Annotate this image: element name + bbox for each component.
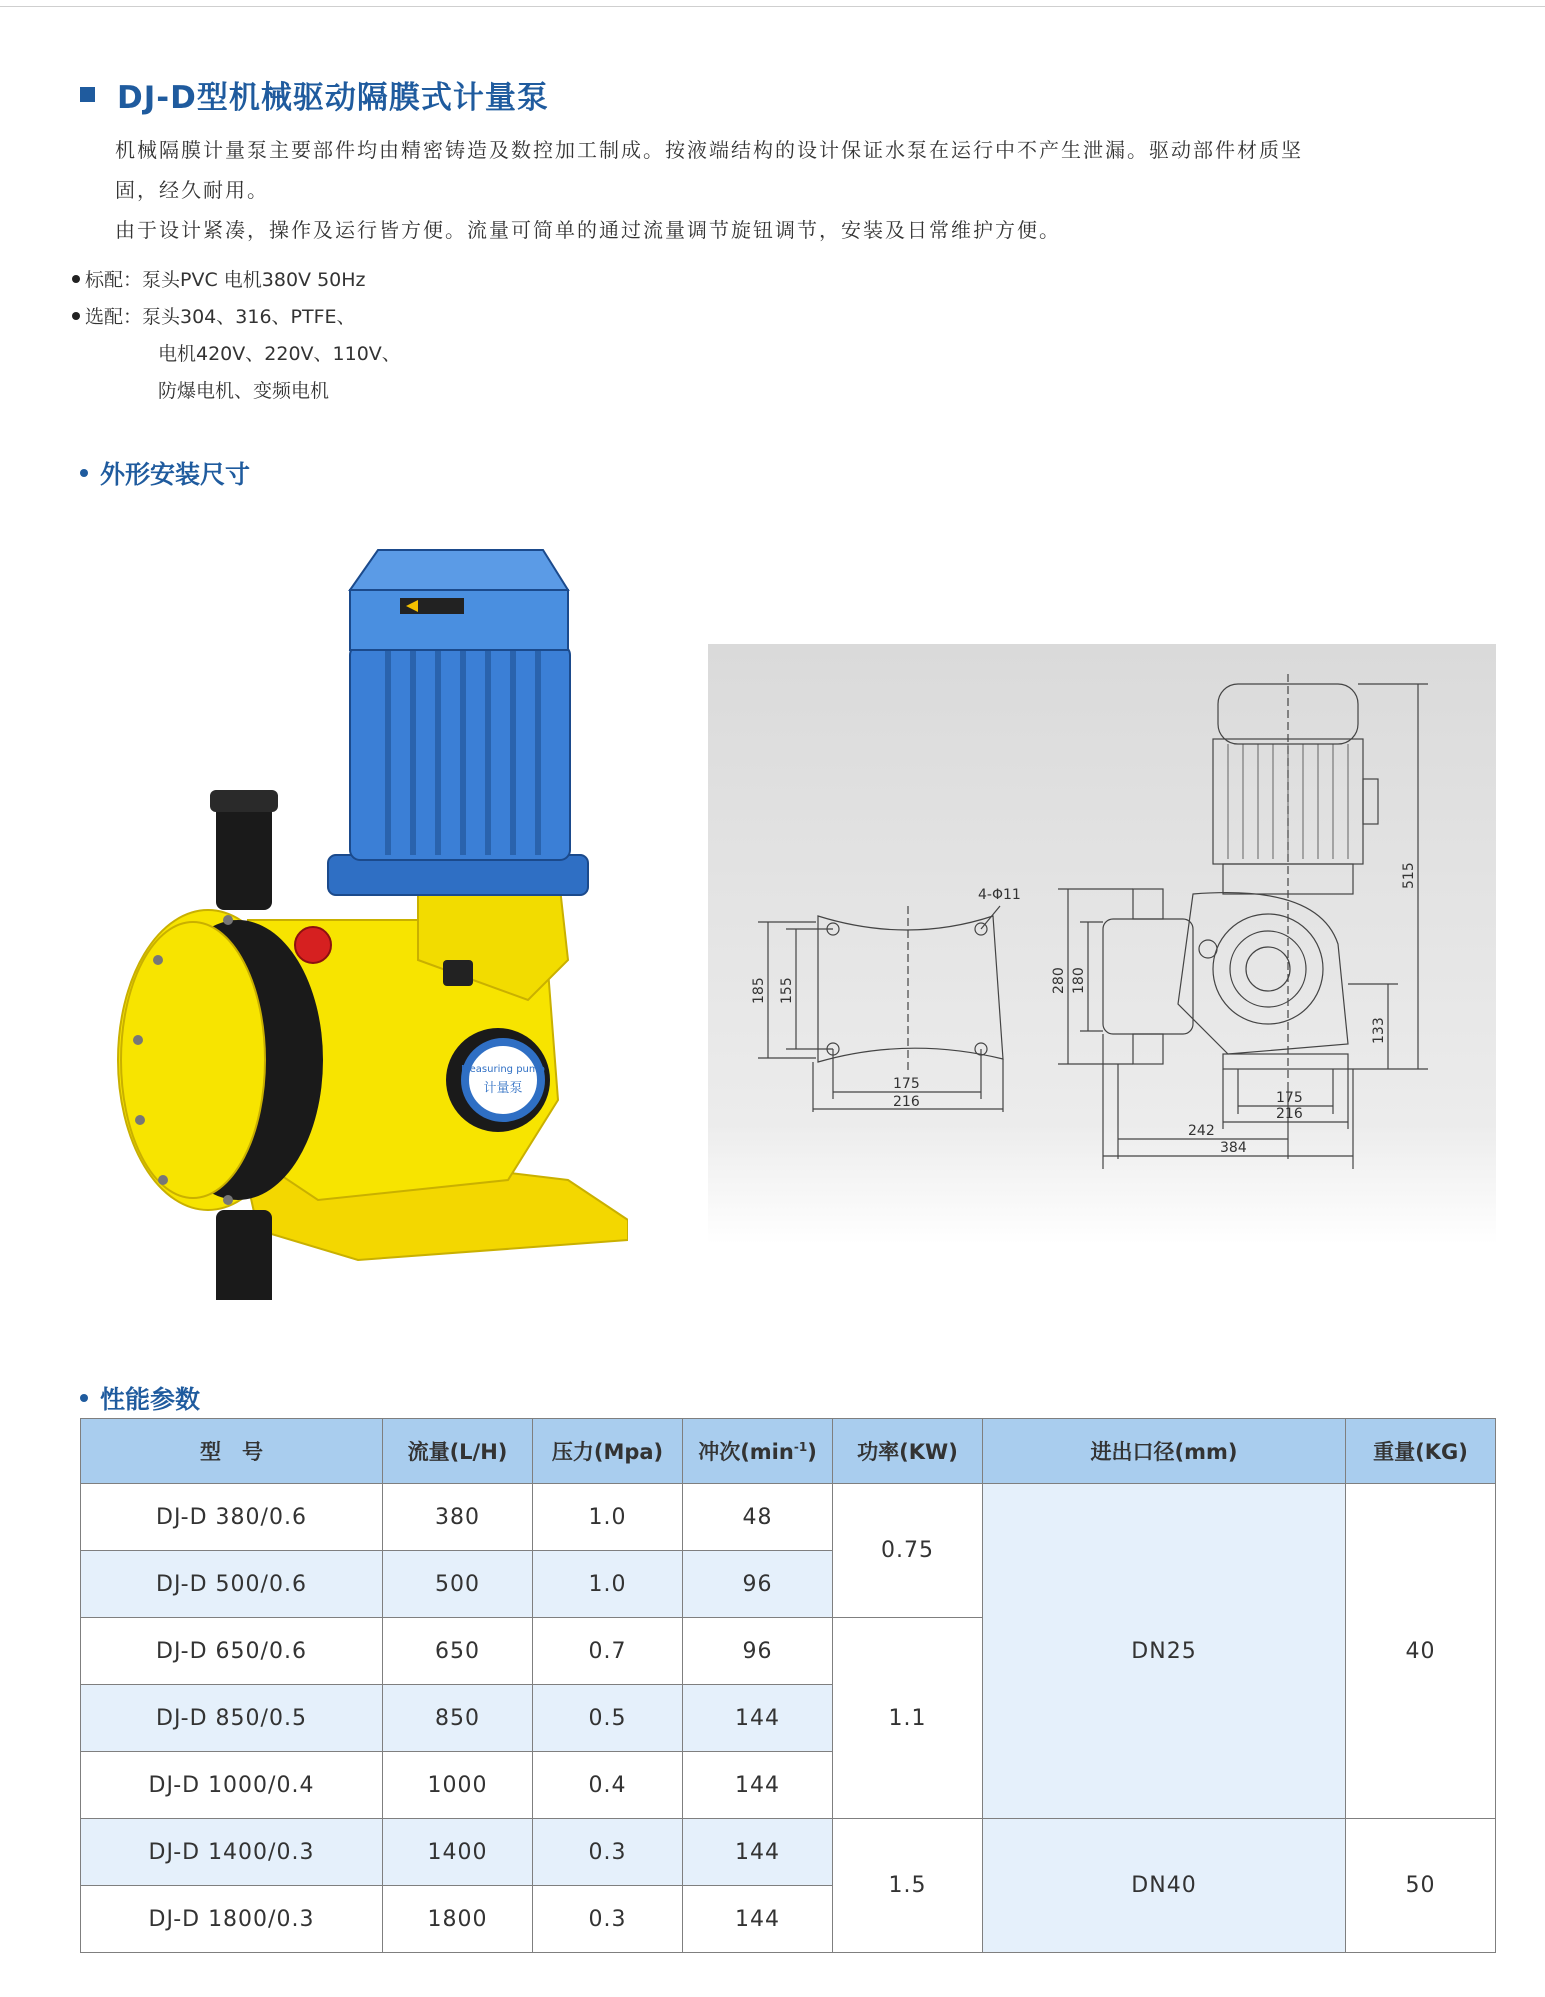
- dim-label-216: 216: [893, 1094, 920, 1110]
- section-heading-dimensions: [80, 455, 250, 491]
- cell-pressure: 1.0: [533, 1551, 683, 1618]
- bullet-icon: [72, 312, 80, 320]
- section-heading-performance: [80, 1380, 200, 1416]
- cell-power: 0.75: [833, 1484, 983, 1618]
- dim-label-175b: 175: [1276, 1090, 1303, 1106]
- cell-pressure: 0.5: [533, 1685, 683, 1752]
- cell-stroke: 96: [683, 1618, 833, 1685]
- dim-label-384: 384: [1220, 1140, 1247, 1156]
- motor-fins: [388, 650, 538, 855]
- header-stroke-close: ): [807, 1440, 817, 1464]
- section-heading-text: 性能参数: [100, 1385, 201, 1414]
- outlet-valve-cap: [210, 790, 278, 812]
- cell-weight: 50: [1346, 1819, 1496, 1953]
- cell-pressure: 1.0: [533, 1484, 683, 1551]
- cell-model: DJ-D 650/0.6: [81, 1618, 383, 1685]
- cell-stroke: 96: [683, 1551, 833, 1618]
- top-rule: [0, 6, 1545, 7]
- table-row: [81, 1484, 1496, 1551]
- header-model: 型 号: [81, 1419, 383, 1484]
- spec-optional-3: 防爆电机、变频电机: [158, 380, 330, 402]
- flow-knob-face: [465, 1042, 541, 1118]
- small-knob: [443, 960, 473, 986]
- table-header-row: [81, 1419, 1496, 1484]
- cell-pressure: 0.3: [533, 1886, 683, 1953]
- header-port: 进出口径(mm): [983, 1419, 1346, 1484]
- dim-label-216b: 216: [1276, 1106, 1303, 1122]
- cell-flow: 650: [383, 1618, 533, 1685]
- header-pressure: 压力(Mpa): [533, 1419, 683, 1484]
- cell-pressure: 0.3: [533, 1819, 683, 1886]
- cell-model: DJ-D 1400/0.3: [81, 1819, 383, 1886]
- holes-label: 4-Φ11: [978, 887, 1021, 903]
- cell-model: DJ-D 500/0.6: [81, 1551, 383, 1618]
- cell-model: DJ-D 1800/0.3: [81, 1886, 383, 1953]
- intro-line-2: 固，经久耐用。: [115, 178, 269, 202]
- cell-stroke: 48: [683, 1484, 833, 1551]
- cell-stroke: 144: [683, 1819, 833, 1886]
- spec-optional-text-1: 选配：泵头304、316、PTFE、: [85, 306, 356, 328]
- dim-label-133: 133: [1371, 1017, 1387, 1044]
- title-square-icon: [80, 87, 95, 102]
- cell-pressure: 0.7: [533, 1618, 683, 1685]
- cell-port: DN40: [983, 1819, 1346, 1953]
- cell-stroke: 144: [683, 1685, 833, 1752]
- cell-stroke: 144: [683, 1886, 833, 1953]
- cell-model: DJ-D 380/0.6: [81, 1484, 383, 1551]
- pump-photo: [88, 540, 628, 1300]
- cell-pressure: 0.4: [533, 1752, 683, 1819]
- section-heading-text: 外形安装尺寸: [100, 460, 251, 489]
- header-flow: 流量(L/H): [383, 1419, 533, 1484]
- spec-optional-2: 电机420V、220V、110V、: [158, 343, 401, 365]
- spec-optional: [72, 299, 401, 336]
- cell-model: DJ-D 850/0.5: [81, 1685, 383, 1752]
- spec-standard: [72, 262, 401, 299]
- cell-flow: 500: [383, 1551, 533, 1618]
- outlet-valve: [216, 800, 272, 910]
- table-row: [81, 1819, 1496, 1886]
- title-block: [80, 72, 549, 117]
- inlet-valve: [216, 1210, 272, 1300]
- dim-label-175: 175: [893, 1076, 920, 1092]
- intro-text: [115, 130, 1395, 250]
- spec-list: [72, 262, 401, 410]
- header-stroke-sup: -1: [793, 1440, 808, 1454]
- dimension-drawing: [708, 644, 1496, 1244]
- cell-flow: 380: [383, 1484, 533, 1551]
- cell-flow: 1400: [383, 1819, 533, 1886]
- drawing-background: [708, 644, 1496, 1244]
- cell-weight: 40: [1346, 1484, 1496, 1819]
- header-weight: 重量(KG): [1346, 1419, 1496, 1484]
- section-dot-icon: [80, 469, 88, 477]
- header-stroke: [683, 1419, 833, 1484]
- spec-standard-text: 标配：泵头PVC 电机380V 50Hz: [85, 269, 366, 291]
- cell-flow: 850: [383, 1685, 533, 1752]
- page-title: DJ-D型机械驱动隔膜式计量泵: [117, 80, 549, 116]
- header-stroke-text: 冲次(min: [698, 1440, 794, 1464]
- dim-label-280: 280: [1051, 967, 1067, 994]
- red-oil-cap: [295, 927, 331, 963]
- cell-power: 1.5: [833, 1819, 983, 1953]
- motor-top: [350, 550, 568, 590]
- cell-flow: 1000: [383, 1752, 533, 1819]
- performance-table: [80, 1418, 1496, 1953]
- pump-head-face: [121, 922, 265, 1198]
- bullet-icon: [72, 275, 80, 283]
- dim-label-515: 515: [1401, 862, 1417, 889]
- cell-model: DJ-D 1000/0.4: [81, 1752, 383, 1819]
- flow-knob-ring-text: Measuring pump: [461, 1064, 545, 1075]
- section-dot-icon: [80, 1394, 88, 1402]
- cell-power: 1.1: [833, 1618, 983, 1819]
- dim-label-242: 242: [1188, 1123, 1215, 1139]
- cell-stroke: 144: [683, 1752, 833, 1819]
- header-power: 功率(KW): [833, 1419, 983, 1484]
- dim-label-185: 185: [751, 977, 767, 1004]
- dim-label-155: 155: [779, 977, 795, 1004]
- cell-port: DN25: [983, 1484, 1346, 1819]
- intro-line-1: 机械隔膜计量泵主要部件均由精密铸造及数控加工制成。按液端结构的设计保证水泵在运行中不产生泄漏。驱动部件材质坚: [115, 138, 1303, 162]
- intro-line-3: 由于设计紧凑，操作及运行皆方便。流量可简单的通过流量调节旋钮调节，安装及日常维护方便。: [115, 218, 1061, 242]
- cell-flow: 1800: [383, 1886, 533, 1953]
- dim-label-180: 180: [1071, 967, 1087, 994]
- flow-knob-text: 计量泵: [483, 1081, 523, 1096]
